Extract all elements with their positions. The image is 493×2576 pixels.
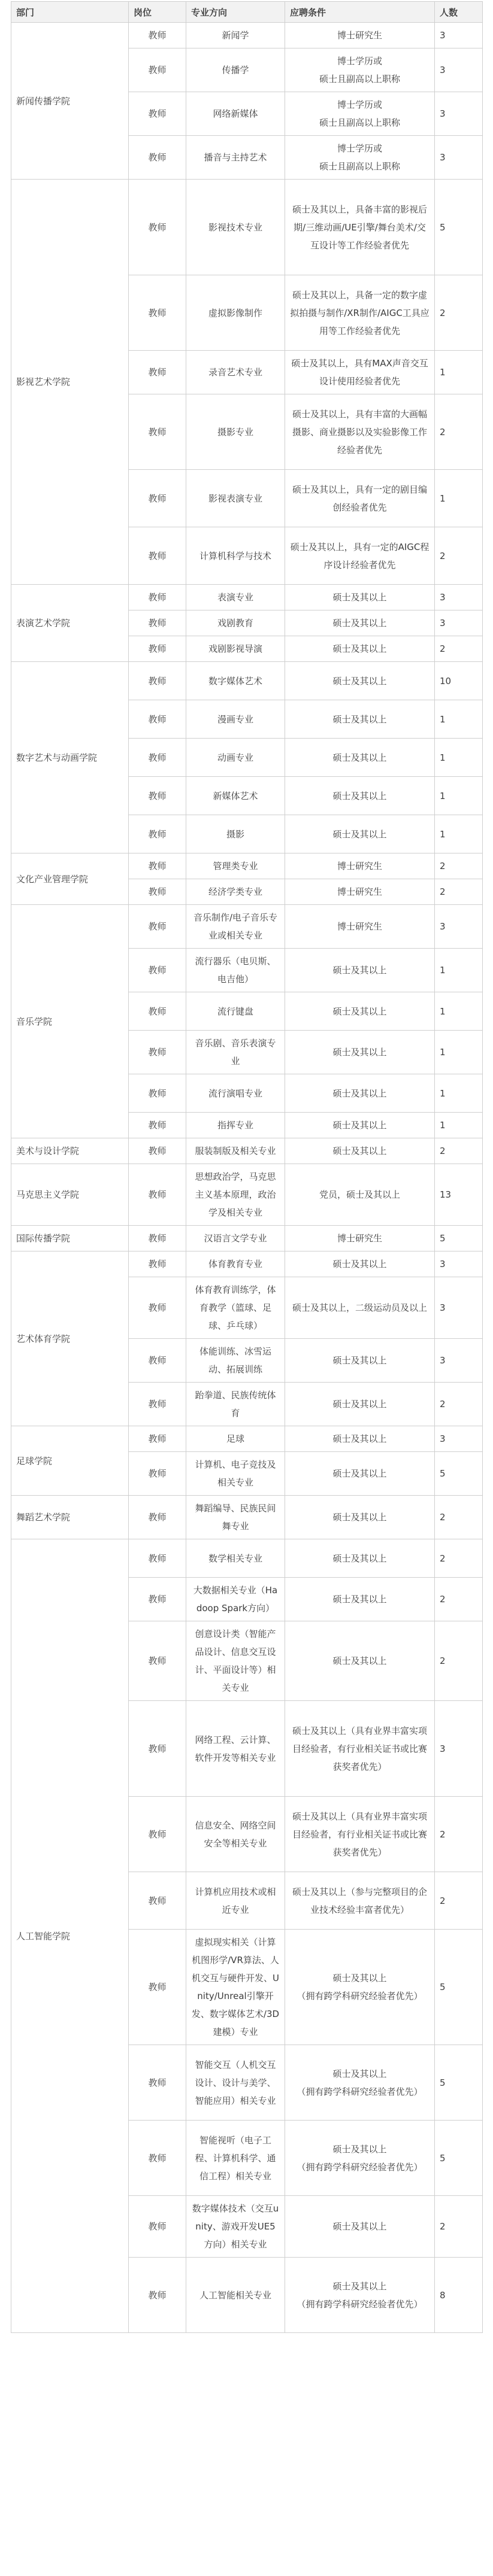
major-cell: 影视表演专业 [186,470,285,527]
major-cell: 流行器乐（电贝斯、电吉他） [186,949,285,992]
position-cell: 教师 [129,949,186,992]
requirement-cell: 硕士及其以上，具备丰富的影视后期/三维动画/UE引擎/舞台美术/交互设计等工作经验者优先 [285,180,435,275]
requirement-cell: 硕士及其以上，具有一定的剧目编创经验者优先 [285,470,435,527]
count-cell: 2 [435,1496,483,1539]
requirement-cell: 硕士及其以上 [285,700,435,739]
position-cell: 教师 [129,1251,186,1277]
major-cell: 指挥专业 [186,1113,285,1138]
count-cell: 2 [435,2196,483,2258]
requirement-cell: 硕士及其以上（具有业界丰富实项目经验者，有行业相关证书或比赛获奖者优先） [285,1701,435,1797]
position-cell: 教师 [129,1701,186,1797]
major-cell: 足球 [186,1426,285,1452]
header-major: 专业方向 [186,2,285,23]
requirement-cell: 硕士及其以上 [285,1251,435,1277]
requirement-cell: 硕士及其以上 [285,1138,435,1164]
dept-cell: 马克思主义学院 [11,1164,129,1226]
requirement-cell: 硕士及其以上 [285,662,435,700]
position-cell: 教师 [129,1930,186,2045]
count-cell: 2 [435,1383,483,1426]
major-cell: 服装制版及相关专业 [186,1138,285,1164]
major-cell: 流行键盘 [186,992,285,1031]
count-cell: 3 [435,48,483,92]
count-cell: 5 [435,1452,483,1496]
table-header-row [11,2,483,23]
position-cell: 教师 [129,1383,186,1426]
major-cell: 信息安全、网络空间安全等相关专业 [186,1797,285,1872]
major-cell: 体育教育训练学，体育教学（篮球、足球、乒乓球） [186,1277,285,1339]
major-cell: 思想政治学，马克思主义基本原理，政治学及相关专业 [186,1164,285,1226]
count-cell: 1 [435,1113,483,1138]
major-cell: 戏剧影视导演 [186,636,285,662]
dept-cell: 艺术体育学院 [11,1251,129,1426]
requirement-cell: 硕士及其以上，具备一定的数字虚拟拍摄与制作/XR制作/AIGC工具应用等工作经验者优先 [285,275,435,351]
major-cell: 数学相关专业 [186,1539,285,1578]
count-cell: 1 [435,1074,483,1113]
count-cell: 2 [435,853,483,879]
count-cell: 2 [435,1578,483,1621]
position-cell: 教师 [129,527,186,585]
requirement-cell: 硕士及其以上 [285,1426,435,1452]
recruitment-table [11,1,483,2333]
requirement-cell: 博士研究生 [285,1226,435,1251]
position-cell: 教师 [129,905,186,949]
position-cell: 教师 [129,1339,186,1383]
count-cell: 5 [435,1930,483,2045]
major-cell: 漫画专业 [186,700,285,739]
major-cell: 智能视听（电子工程、计算机科学、通信工程）相关专业 [186,2121,285,2196]
requirement-cell: 硕士及其以上，具有一定的AIGC程序设计经验者优先 [285,527,435,585]
position-cell: 教师 [129,136,186,180]
requirement-cell: 硕士及其以上 [285,585,435,610]
requirement-cell: 硕士及其以上 [285,815,435,853]
count-cell: 3 [435,1277,483,1339]
requirement-cell: 博士研究生 [285,879,435,905]
position-cell: 教师 [129,1496,186,1539]
requirement-cell: 硕士及其以上 [285,1578,435,1621]
major-cell: 传播学 [186,48,285,92]
count-cell: 2 [435,1621,483,1701]
dept-cell: 足球学院 [11,1426,129,1496]
dept-cell: 美术与设计学院 [11,1138,129,1164]
requirement-cell: 硕士及其以上 [285,1339,435,1383]
requirement-cell: 硕士及其以上 [285,1452,435,1496]
major-cell: 动画专业 [186,739,285,777]
major-cell: 新媒体艺术 [186,777,285,815]
count-cell: 2 [435,636,483,662]
position-cell: 教师 [129,275,186,351]
position-cell: 教师 [129,48,186,92]
major-cell: 网络新媒体 [186,92,285,136]
position-cell: 教师 [129,585,186,610]
position-cell: 教师 [129,2258,186,2333]
count-cell: 2 [435,1872,483,1930]
requirement-cell: 博士研究生 [285,905,435,949]
position-cell: 教师 [129,1578,186,1621]
table-row [11,1426,483,1452]
requirement-cell: 硕士及其以上 [285,1539,435,1578]
header-position: 岗位 [129,2,186,23]
header-count: 人数 [435,2,483,23]
position-cell: 教师 [129,1031,186,1074]
position-cell: 教师 [129,879,186,905]
dept-cell: 新闻传播学院 [11,23,129,180]
requirement-cell: 博士学历或 硕士且副高以上职称 [285,48,435,92]
major-cell: 数字媒体艺术 [186,662,285,700]
major-cell: 播音与主持艺术 [186,136,285,180]
requirement-cell: 硕士及其以上 [285,1031,435,1074]
table-row [11,1164,483,1226]
major-cell: 智能交互（人机交互设计、设计与美学、智能应用）相关专业 [186,2045,285,2121]
position-cell: 教师 [129,92,186,136]
major-cell: 虚拟影像制作 [186,275,285,351]
position-cell: 教师 [129,1074,186,1113]
requirement-cell: 硕士及其以上 [285,1383,435,1426]
count-cell: 8 [435,2258,483,2333]
count-cell: 3 [435,92,483,136]
position-cell: 教师 [129,1797,186,1872]
position-cell: 教师 [129,2196,186,2258]
count-cell: 3 [435,23,483,48]
position-cell: 教师 [129,1164,186,1226]
requirement-cell: 硕士及其以上，二级运动员及以上 [285,1277,435,1339]
major-cell: 网络工程、云计算、软件开发等相关专业 [186,1701,285,1797]
major-cell: 流行演唱专业 [186,1074,285,1113]
count-cell: 3 [435,1426,483,1452]
major-cell: 管理类专业 [186,853,285,879]
requirement-cell: 硕士及其以上 [285,949,435,992]
major-cell: 影视技术专业 [186,180,285,275]
major-cell: 戏剧教育 [186,610,285,636]
count-cell: 3 [435,1701,483,1797]
requirement-cell: 硕士及其以上 [285,1074,435,1113]
position-cell: 教师 [129,1277,186,1339]
header-requirement: 应聘条件 [285,2,435,23]
count-cell: 1 [435,700,483,739]
requirement-cell: 硕士及其以上 [285,2196,435,2258]
table-row [11,1539,483,1578]
count-cell: 2 [435,394,483,470]
count-cell: 10 [435,662,483,700]
major-cell: 虚拟现实相关（计算机图形学/VR算法、人机交互与硬件开发、Unity/Unreal引擎开发、数字媒体艺术/3D建模）专业 [186,1930,285,2045]
table-row [11,180,483,275]
requirement-cell: 博士研究生 [285,853,435,879]
requirement-cell: 博士研究生 [285,23,435,48]
requirement-cell: 硕士及其以上，具有MAX声音交互设计使用经验者优先 [285,351,435,394]
table-row [11,662,483,700]
position-cell: 教师 [129,1452,186,1496]
major-cell: 表演专业 [186,585,285,610]
position-cell: 教师 [129,1621,186,1701]
major-cell: 摄影专业 [186,394,285,470]
count-cell: 1 [435,815,483,853]
position-cell: 教师 [129,394,186,470]
position-cell: 教师 [129,1113,186,1138]
count-cell: 1 [435,739,483,777]
major-cell: 经济学类专业 [186,879,285,905]
dept-cell: 影视艺术学院 [11,180,129,585]
major-cell: 数字媒体技术（交互unity、游戏开发UE5方向）相关专业 [186,2196,285,2258]
count-cell: 2 [435,1539,483,1578]
requirement-cell: 硕士及其以上 [285,1496,435,1539]
requirement-cell: 硕士及其以上，具有丰富的大画幅摄影、商业摄影以及实验影像工作经验者优先 [285,394,435,470]
dept-cell: 舞蹈艺术学院 [11,1496,129,1539]
requirement-cell: 硕士及其以上 [285,739,435,777]
dept-cell: 表演艺术学院 [11,585,129,662]
dept-cell: 人工智能学院 [11,1539,129,2333]
requirement-cell: 硕士及其以上（参与完整项目的企业技术经验丰富者优先） [285,1872,435,1930]
major-cell: 计算机、电子竞技及相关专业 [186,1452,285,1496]
count-cell: 3 [435,1339,483,1383]
count-cell: 5 [435,2121,483,2196]
count-cell: 1 [435,777,483,815]
count-cell: 13 [435,1164,483,1226]
major-cell: 体能训练、冰雪运动、拓展训练 [186,1339,285,1383]
position-cell: 教师 [129,992,186,1031]
count-cell: 3 [435,585,483,610]
requirement-cell: 硕士及其以上 [285,777,435,815]
dept-cell: 文化产业管理学院 [11,853,129,905]
major-cell: 计算机科学与技术 [186,527,285,585]
position-cell: 教师 [129,853,186,879]
position-cell: 教师 [129,1226,186,1251]
count-cell: 2 [435,527,483,585]
count-cell: 1 [435,351,483,394]
position-cell: 教师 [129,2045,186,2121]
requirement-cell: 硕士及其以上 [285,636,435,662]
requirement-cell: 博士学历或 硕士且副高以上职称 [285,136,435,180]
requirement-cell: 硕士及其以上 （拥有跨学科研究经验者优先） [285,2045,435,2121]
position-cell: 教师 [129,662,186,700]
count-cell: 2 [435,275,483,351]
table-body [11,23,483,2333]
major-cell: 创意设计类（智能产品设计、信息交互设计、平面设计等）相关专业 [186,1621,285,1701]
position-cell: 教师 [129,1138,186,1164]
count-cell: 3 [435,136,483,180]
major-cell: 汉语言文学专业 [186,1226,285,1251]
position-cell: 教师 [129,23,186,48]
requirement-cell: 硕士及其以上 [285,1621,435,1701]
major-cell: 大数据相关专业（Hadoop Spark方向） [186,1578,285,1621]
table-row [11,1251,483,1277]
table-row [11,1138,483,1164]
position-cell: 教师 [129,815,186,853]
major-cell: 舞蹈编导、民族民间舞专业 [186,1496,285,1539]
table-row [11,1496,483,1539]
position-cell: 教师 [129,180,186,275]
major-cell: 人工智能相关专业 [186,2258,285,2333]
position-cell: 教师 [129,2121,186,2196]
count-cell: 5 [435,2045,483,2121]
major-cell: 跆拳道、民族传统体育 [186,1383,285,1426]
requirement-cell: 党员，硕士及其以上 [285,1164,435,1226]
position-cell: 教师 [129,1872,186,1930]
position-cell: 教师 [129,777,186,815]
count-cell: 2 [435,879,483,905]
major-cell: 录音艺术专业 [186,351,285,394]
position-cell: 教师 [129,1426,186,1452]
count-cell: 1 [435,470,483,527]
count-cell: 3 [435,610,483,636]
major-cell: 摄影 [186,815,285,853]
position-cell: 教师 [129,636,186,662]
count-cell: 2 [435,1138,483,1164]
table-row [11,23,483,48]
requirement-cell: 硕士及其以上 （拥有跨学科研究经验者优先） [285,2258,435,2333]
table-row [11,1226,483,1251]
count-cell: 1 [435,992,483,1031]
dept-cell: 数字艺术与动画学院 [11,662,129,853]
table-row [11,905,483,949]
position-cell: 教师 [129,700,186,739]
table-row [11,853,483,879]
dept-cell: 音乐学院 [11,905,129,1138]
position-cell: 教师 [129,470,186,527]
count-cell: 1 [435,949,483,992]
requirement-cell: 硕士及其以上 （拥有跨学科研究经验者优先） [285,1930,435,2045]
position-cell: 教师 [129,1539,186,1578]
count-cell: 3 [435,1251,483,1277]
requirement-cell: 硕士及其以上（具有业界丰富实项目经验者，有行业相关证书或比赛获奖者优先） [285,1797,435,1872]
position-cell: 教师 [129,351,186,394]
position-cell: 教师 [129,739,186,777]
table-row [11,585,483,610]
dept-cell: 国际传播学院 [11,1226,129,1251]
requirement-cell: 硕士及其以上 [285,610,435,636]
requirement-cell: 硕士及其以上 [285,1113,435,1138]
major-cell: 体育教育专业 [186,1251,285,1277]
count-cell: 3 [435,905,483,949]
position-cell: 教师 [129,610,186,636]
major-cell: 新闻学 [186,23,285,48]
header-dept: 部门 [11,2,129,23]
count-cell: 2 [435,1797,483,1872]
requirement-cell: 硕士及其以上 [285,992,435,1031]
requirement-cell: 博士学历或 硕士且副高以上职称 [285,92,435,136]
major-cell: 音乐剧、音乐表演专业 [186,1031,285,1074]
major-cell: 音乐制作/电子音乐专业或相关专业 [186,905,285,949]
major-cell: 计算机应用技术或相近专业 [186,1872,285,1930]
count-cell: 1 [435,1031,483,1074]
count-cell: 5 [435,180,483,275]
requirement-cell: 硕士及其以上 （拥有跨学科研究经验者优先） [285,2121,435,2196]
count-cell: 5 [435,1226,483,1251]
